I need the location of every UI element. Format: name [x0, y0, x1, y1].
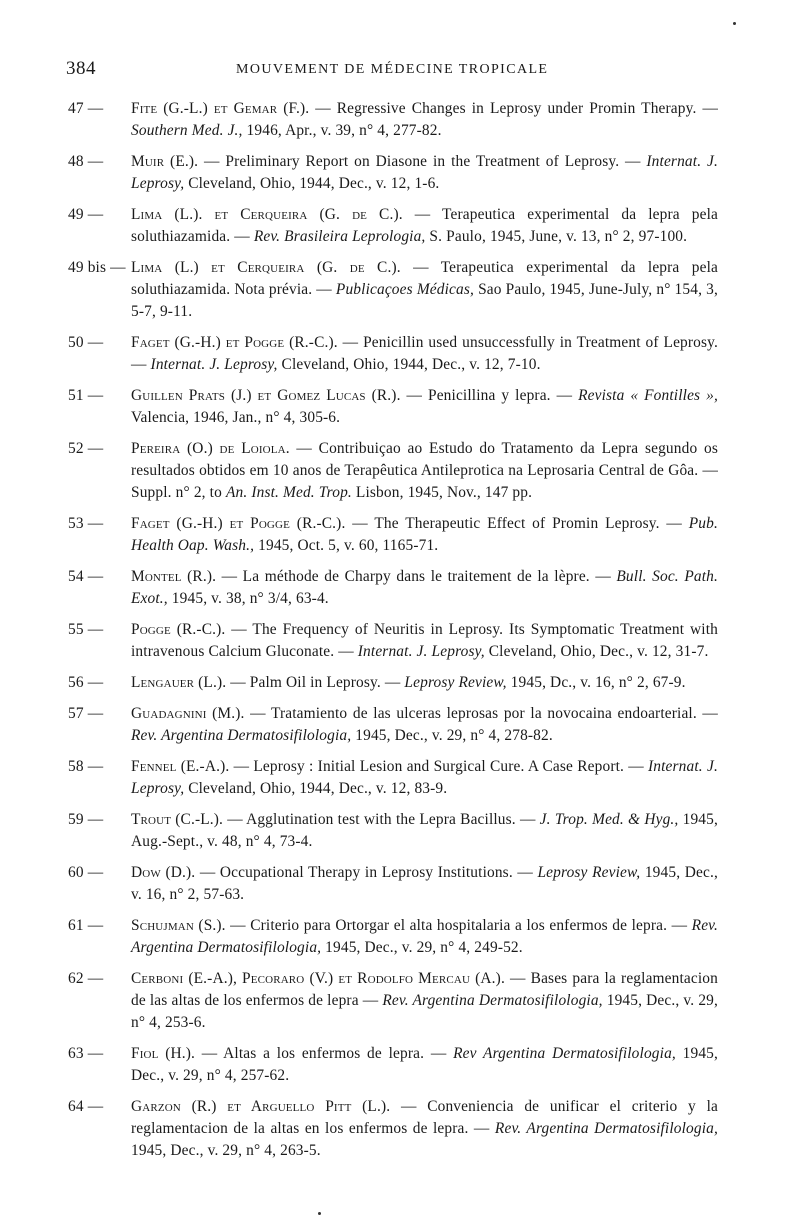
reference-details: Cleveland, Ohio, Dec., v. 12, 31-7. [484, 643, 709, 660]
reference-authors: Faget (G.-H.) et Pogge (R.-C.). [131, 334, 338, 351]
reference-journal: Internat. J. Leprosy, [150, 356, 278, 373]
scan-speck [733, 22, 736, 25]
reference-entry [68, 98, 718, 142]
reference-details: 1945, Dec., v. 29, n° 4, 249-52. [321, 939, 523, 956]
reference-number: 49 bis — [68, 259, 126, 276]
reference-details: S. Paulo, 1945, June, v. 13, n° 2, 97-100. [425, 228, 688, 245]
reference-authors: Fite (G.-L.) et Gemar (F.). [131, 100, 310, 117]
reference-title: — Criterio para Ortorgar el alta hospitalaria a los enfermos de lepra. — [225, 917, 692, 934]
reference-details: 1945, Oct. 5, v. 60, 1165-71. [254, 537, 439, 554]
reference-journal: Rev. Brasileira Leprologia, [253, 228, 426, 245]
reference-entry [68, 257, 718, 323]
reference-title: — Leprosy : Initial Lesion and Surgical Cure. A Case Report. — [229, 758, 649, 775]
reference-details: 1945, Dec., v. 29, n° 4, 253-6. [131, 992, 719, 1031]
reference-authors: Faget (G.-H.) et Pogge (R.-C.). [131, 515, 346, 532]
reference-number: 60 — [68, 864, 104, 881]
reference-entry [68, 862, 718, 906]
reference-title: — Regressive Changes in Leprosy under Promin Therapy. — [309, 100, 718, 117]
reference-title: — The Therapeutic Effect of Promin Leprosy. — [345, 515, 689, 532]
reference-authors: Fennel (E.-A.). [131, 758, 230, 775]
reference-details: 1945, Dec., v. 29, n° 4, 263-5. [131, 1142, 321, 1159]
reference-title: — Conveniencia de unificar el criterio y la reglamentacion de la altas en los enfermos de lepra. — [131, 1098, 718, 1137]
reference-details: 1945, Dc., v. 16, n° 2, 67-9. [506, 674, 686, 691]
reference-number: 64 — [68, 1098, 104, 1115]
reference-entry [68, 438, 718, 504]
reference-details: Sao Paulo, 1945, June-July, n° 154, 3, 5-7, 9-11. [131, 281, 718, 320]
reference-authors: Schujman (S.). [131, 917, 226, 934]
reference-title: — Altas a los enfermos de lepra. — [195, 1045, 454, 1062]
reference-authors: Guadagnini (M.). [131, 705, 245, 722]
reference-journal: Internat. J. Leprosy, [131, 758, 718, 797]
reference-title: — Penicillina y lepra. — [400, 387, 579, 404]
reference-journal: Rev. Argentina Dermatosifilologia, [382, 992, 603, 1009]
reference-details: 1945, v. 38, n° 3/4, 63-4. [167, 590, 329, 607]
reference-entry [68, 385, 718, 429]
reference-journal: Internat. J. Leprosy, [131, 153, 718, 192]
reference-authors: Pereira (O.) de Loiola. [131, 440, 290, 457]
reference-authors: Trout (C.-L.). [131, 811, 224, 828]
reference-journal: Leprosy Review, [404, 674, 507, 691]
reference-number: 48 — [68, 153, 104, 170]
reference-title: — Tratamiento de las ulceras leprosas por la novocaina endoarterial. — [244, 705, 718, 722]
running-title: MOUVEMENT DE MÉDECINE TROPICALE [236, 62, 549, 77]
reference-details: 1945, Dec., v. 29, n° 4, 257-62. [131, 1045, 719, 1084]
reference-journal: Leprosy Review, [537, 864, 641, 881]
reference-entry [68, 566, 718, 610]
reference-entry [68, 1043, 718, 1087]
reference-authors: Muir (E.). [131, 153, 199, 170]
reference-title: — Agglutination test with the Lepra Bacillus. — [223, 811, 540, 828]
reference-number: 63 — [68, 1045, 104, 1062]
reference-authors: Fiol (H.). [131, 1045, 196, 1062]
reference-details: 1945, Dec., v. 16, n° 2, 57-63. [131, 864, 718, 903]
reference-entry [68, 1096, 718, 1162]
reference-title: — Palm Oil in Leprosy. — [226, 674, 405, 691]
reference-entry [68, 151, 718, 195]
reference-entry [68, 968, 718, 1034]
reference-journal: Rev. Argentina Dermatosifilologia, [494, 1120, 719, 1137]
reference-entry [68, 756, 718, 800]
reference-authors: Lima (L.). et Cerqueira (G. de C.). [131, 206, 403, 223]
reference-details: 1946, Apr., v. 39, n° 4, 277-82. [242, 122, 442, 139]
reference-authors: Cerboni (E.-A.), Pecoraro (V.) et Rodolfo Mercau (A.). [131, 970, 505, 987]
reference-number: 58 — [68, 758, 104, 775]
reference-authors: Montel (R.). [131, 568, 217, 585]
reference-number: 53 — [68, 515, 104, 532]
reference-journal: Pub. Health Oap. Wash., [131, 515, 718, 554]
reference-title: — Occupational Therapy in Leprosy Institutions. — [195, 864, 538, 881]
reference-number: 57 — [68, 705, 104, 722]
reference-number: 51 — [68, 387, 104, 404]
reference-title: — Preliminary Report on Diasone in the Treatment of Leprosy. — [198, 153, 647, 170]
reference-number: 50 — [68, 334, 104, 351]
reference-list [68, 98, 718, 1171]
reference-journal: Rev. Argentina Dermatosifilologia, [131, 727, 352, 744]
reference-title: — La méthode de Charpy dans le traitement de la lèpre. — [216, 568, 617, 585]
reference-authors: Garzon (R.) et Arguello Pitt (L.). [131, 1098, 391, 1115]
reference-details: 1945, Aug.-Sept., v. 48, n° 4, 73-4. [131, 811, 718, 850]
page-number: 384 [66, 58, 96, 79]
reference-authors: Guillen Prats (J.) et Gomez Lucas (R.). [131, 387, 401, 404]
reference-title: — Contribuiçao ao Estudo do Tratamento da Lepra segundo os resultados obtidos em 10 anos de Terapêutica Antileprotica na Leprosaria Central de Gôa. — Suppl. n° 2, to [131, 440, 718, 501]
reference-number: 52 — [68, 440, 104, 457]
reference-entry [68, 809, 718, 853]
reference-journal: Bull. Soc. Path. Exot., [131, 568, 718, 607]
reference-journal: Publicaçoes Médicas, [335, 281, 475, 298]
reference-title: — Penicillin used unsuccessfully in Treatment of Leprosy. — [131, 334, 718, 373]
reference-journal: Revista « Fontilles », [578, 387, 718, 404]
reference-journal: J. Trop. Med. & Hyg., [539, 811, 679, 828]
reference-entry [68, 332, 718, 376]
reference-entry [68, 513, 718, 557]
reference-authors: Lengauer (L.). [131, 674, 227, 691]
reference-number: 54 — [68, 568, 104, 585]
reference-authors: Dow (D.). [131, 864, 196, 881]
reference-authors: Lima (L.) et Cerqueira (G. de C.). [131, 259, 401, 276]
reference-entry [68, 703, 718, 747]
reference-title: — Bases para la reglamentacion de las altas de los enfermos de lepra — [131, 970, 718, 1009]
reference-number: 56 — [68, 674, 104, 691]
reference-number: 47 — [68, 100, 104, 117]
reference-journal: Rev Argentina Dermatosifilologia, [453, 1045, 676, 1062]
reference-details: Cleveland, Ohio, 1944, Dec., v. 12, 1-6. [184, 175, 440, 192]
reference-entry [68, 619, 718, 663]
reference-authors: Pogge (R.-C.). [131, 621, 226, 638]
reference-details: Valencia, 1946, Jan., n° 4, 305-6. [131, 409, 341, 426]
reference-journal: An. Inst. Med. Trop. [225, 484, 352, 501]
reference-journal: Southern Med. J., [131, 122, 243, 139]
reference-number: 62 — [68, 970, 104, 987]
reference-details: Lisbon, 1945, Nov., 147 pp. [351, 484, 533, 501]
reference-details: Cleveland, Ohio, 1944, Dec., v. 12, 83-9. [184, 780, 448, 797]
reference-number: 59 — [68, 811, 104, 828]
reference-details: Cleveland, Ohio, 1944, Dec., v. 12, 7-10. [277, 356, 541, 373]
reference-entry [68, 672, 718, 694]
reference-title: — Terapeutica experimental da lepra pela soluthiazamida. Nota prévia. — [131, 259, 718, 298]
reference-journal: Internat. J. Leprosy, [357, 643, 485, 660]
reference-details: 1945, Dec., v. 29, n° 4, 278-82. [351, 727, 553, 744]
reference-number: 61 — [68, 917, 104, 934]
reference-entry [68, 915, 718, 959]
page-header [66, 58, 736, 82]
reference-number: 55 — [68, 621, 104, 638]
reference-number: 49 — [68, 206, 104, 223]
reference-entry [68, 204, 718, 248]
scan-speck [318, 1212, 321, 1215]
reference-journal: Rev. Argentina Dermatosifilologia, [131, 917, 719, 956]
reference-title: — The Frequency of Neuritis in Leprosy. Its Symptomatic Treatment with intravenous Calcium Gluconate. — [131, 621, 718, 660]
reference-title: — Terapeutica experimental da lepra pela soluthiazamida. — [131, 206, 718, 245]
